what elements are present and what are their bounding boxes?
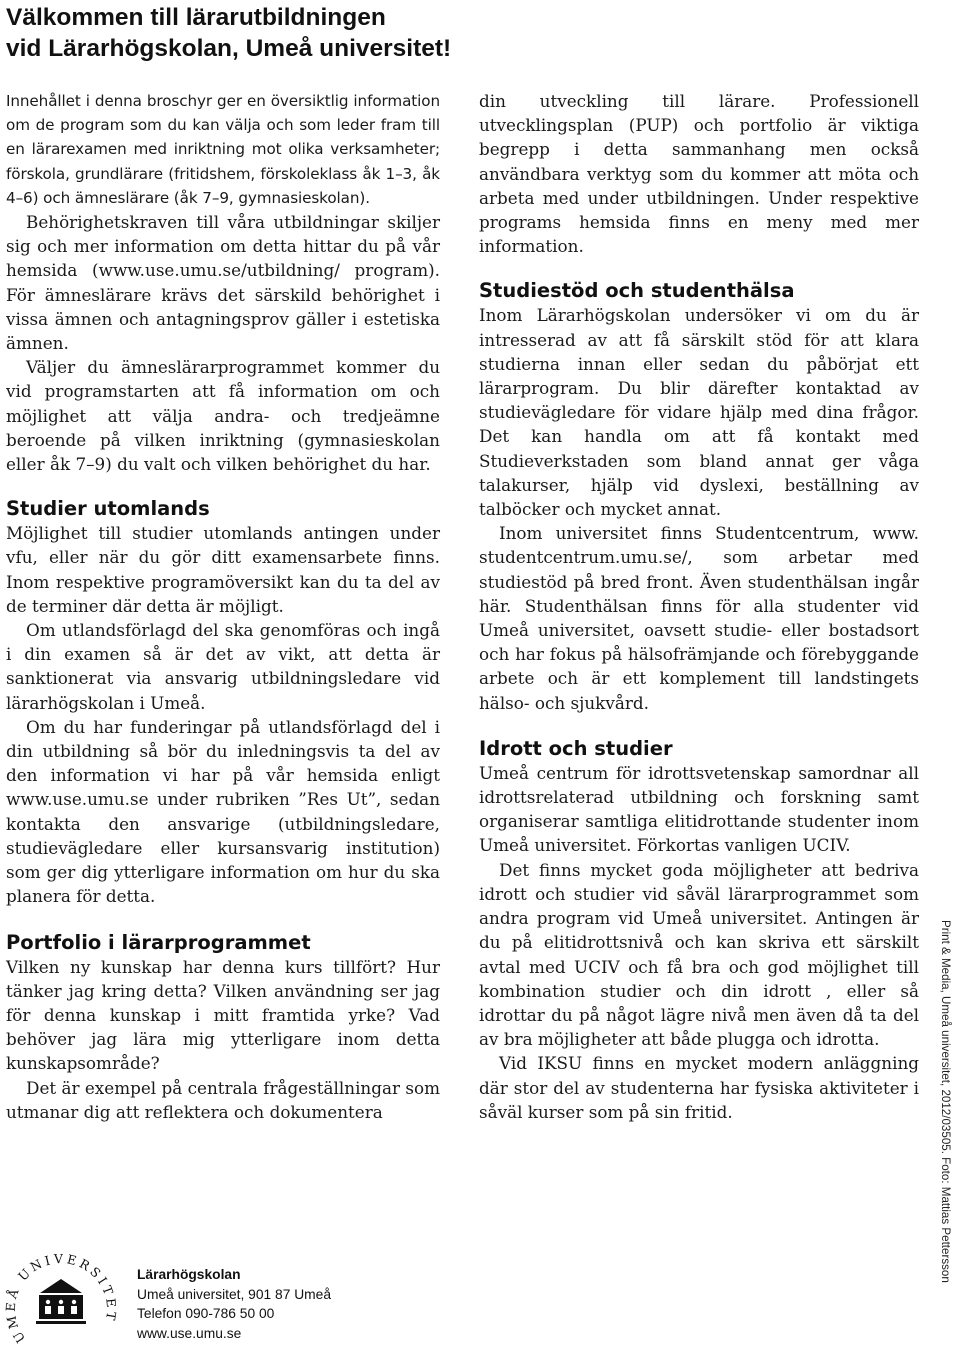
umea-university-seal-text: UMEÅ UNIVERSITET — [2, 1251, 120, 1346]
umea-university-logo — [0, 1235, 122, 1357]
portfolio-paragraph-2: Det är exempel på centrala frågeställningar som utmanar dig att reflektera och dokumentera — [6, 1077, 440, 1122]
intro-paragraph-subject-teacher: Väljer du ämneslärarprogrammet kommer du vid programstarten att få information om och möjlighet att välja andra- och tredjeämne beroende på vilken inriktning (gymnasieskolan eller åk 7–9) du valt och vilken behörighet du har. — [6, 357, 440, 475]
portfolio-paragraph-1: Vilken ny kunskap har denna kurs tillfört? Hur tänker jag kring detta? Vilken användning ser jag för denna kunskap i mitt framtida yrke? Vad behöver jag lära mig ytterligare inom detta kunskapsområde? — [6, 956, 440, 1074]
left-column — [6, 89, 440, 1124]
support-paragraph-2: Inom universitet finns Studentcentrum, www. studentcentrum.umu.se/, som arbetar med studiestöd på bred front. Även studenthälsan ingår här. Studenthälsan finns för alla studenter vid Umeå universitet, oavsett studie- eller bostadsort och har fokus på hälsofrämjande och förebyggande arbete och är ett komplement till landstingets hälso- och sjukvård. — [479, 523, 919, 713]
page-title-line-2: vid Lärarhögskolan, Umeå universitet! — [6, 35, 452, 62]
photo-credit: Print & Media, Umeå universitet, 2012/03505. Foto: Mattias Pettersson — [939, 920, 952, 1283]
page-title-line-1: Välkommen till lärarutbildningen — [6, 4, 386, 31]
heading-portfolio: Portfolio i lärarprogrammet — [6, 930, 311, 954]
umea-university-seal-icon — [36, 1279, 86, 1324]
sports-paragraph-3: Vid IKSU finns en mycket modern anläggning där stor del av studenterna har fysiska aktiviteter i såväl kurser som på sin fritid. — [479, 1053, 919, 1122]
address-name: Lärarhögskolan — [137, 1267, 241, 1282]
abroad-paragraph-2: Om utlandsförlagd del ska genomföras och ingå i din examen så är det av vikt, att detta är sanktionerat via ansvarig utbildningsledare vid lärarhögskolan i Umeå. — [6, 620, 440, 713]
intro-paragraph-eligibility: Behörighetskraven till våra utbildningar skiljer sig och mer information om detta hittar du på vår hemsida (www.use.umu.se/utbildning/ program). För ämneslärare krävs det särskild behörighet i vissa ämnen och antagningsprov gäller i estetiska ämnen. — [6, 212, 440, 354]
portfolio-paragraph-3: din utveckling till lärare. Professionell utvecklingsplan (PUP) och portfolio är viktiga begrepp i detta sammanhang men också användbara verktyg som du kommer att möta och arbeta med under utbildningen. Under respektive programs hemsida finns en meny med mer information. — [479, 91, 919, 257]
intro-paragraph: Innehållet i denna broschyr ger en översiktlig information om de program som du kan välja och som leder fram till en lärarexamen med inriktning mot olika verksamheter; förskola, grundlärare (fritidshem, förskoleklass åk 1–3, åk 4–6) och ämneslärare (åk 7–9, gymnasieskolan). — [6, 92, 440, 207]
support-paragraph-1: Inom Lärarhögskolan undersöker vi om du är intresserad av att få särskilt stöd för att klara studierna innan eller sedan du påbörjat ett lärarprogram. Du blir därefter kontaktad av studievägledare för vidare hjälp med dina frågor. Det kan handla om att få kontakt med Studieverkstaden som bland annat ger våga talakurser, hjälp vid dyslexi, beställning av talböcker och mycket annat. — [479, 305, 919, 520]
heading-study-support: Studiestöd och studenthälsa — [479, 279, 795, 303]
heading-sports: Idrott och studier — [479, 736, 673, 760]
sports-paragraph-1: Umeå centrum för idrottsvetenskap samordnar all idrottsrelaterad utbildning och forskning samt organiserar samtliga elitidrottande studenter inom Umeå universitet. Förkortas vanligen UCIV. — [479, 762, 919, 856]
abroad-paragraph-3: Om du har funderingar på utlandsförlagd del i din utbildning så bör du inledningsvis ta del av den information vi har på vår hemsida enligt www.use.umu.se under rubriken ”Res Ut”, sedan kontakta den ansvarige (utbildningsledare, studievägledare eller kursansvarig institution) som ger dig ytterligare information om hur du ska planera för detta. — [6, 716, 440, 907]
address-street: Umeå universitet, 901 87 Umeå — [137, 1286, 332, 1302]
right-column — [479, 89, 919, 1124]
sports-paragraph-2: Det finns mycket goda möjligheter att bedriva idrott och studier vid såväl lärarprogrammet som andra program vid Umeå universitet. Antingen är du på elitidrottsnivå och kan skriva ett särskilt avtal med UCIV och få bra och god möjlighet till kombination studier och din idrott , eller så idrottar du på något lägre nivå men även då ta del av bra möjligheter att både plugga och idrotta. — [479, 859, 919, 1050]
page-title — [6, 2, 646, 64]
address-website-link[interactable]: www.use.umu.se — [137, 1325, 242, 1341]
address-phone: Telefon 090-786 50 00 — [137, 1306, 275, 1321]
abroad-paragraph-1: Möjlighet till studier utomlands antingen under vfu, eller när du gör ditt examensarbete finns. Inom respektive programöversikt kan du ta del av de terminer där detta är möjligt. — [6, 523, 440, 616]
address-block — [137, 1265, 331, 1343]
heading-studies-abroad: Studier utomlands — [6, 497, 210, 521]
